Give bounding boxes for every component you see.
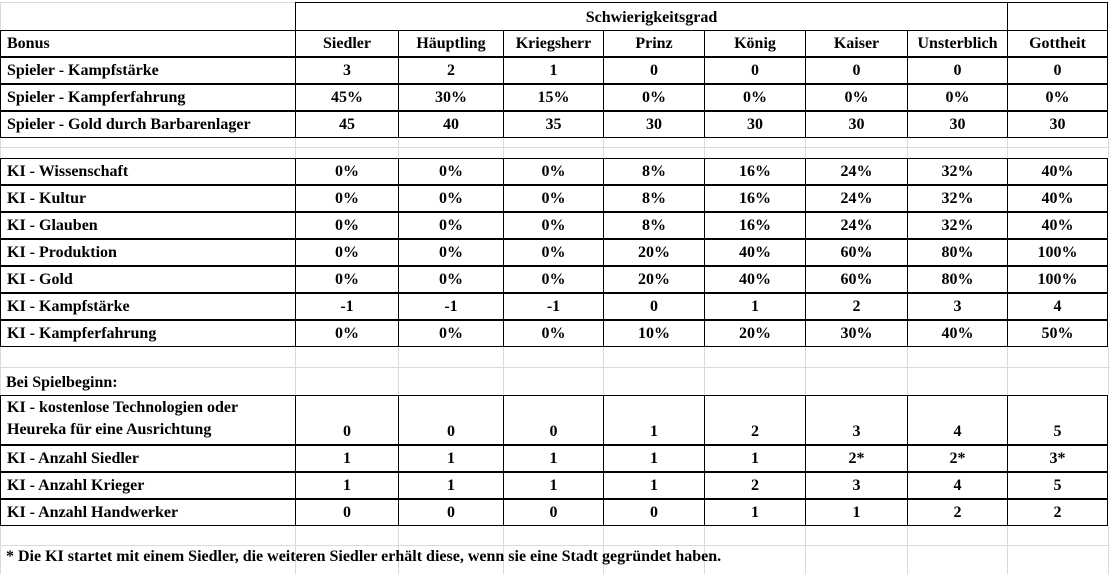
ai-row xyxy=(0,239,1110,266)
player-row xyxy=(0,84,1110,111)
value-cell: -1 xyxy=(503,293,603,320)
level-header: Kriegsherr xyxy=(503,30,603,57)
value-cell: 2* xyxy=(805,445,907,472)
value-cell: 20% xyxy=(704,320,805,347)
row-label: KI - Kampferfahrung xyxy=(0,320,295,347)
value-cell: 0 xyxy=(603,499,704,526)
value-cell: 0% xyxy=(398,185,503,212)
value-cell: 0% xyxy=(295,239,398,266)
level-header: König xyxy=(704,30,805,57)
value-cell: 2 xyxy=(398,57,503,84)
value-cell: 4 xyxy=(907,395,1007,445)
value-cell: 4 xyxy=(907,472,1007,499)
value-cell: 80% xyxy=(907,266,1007,293)
value-cell: 0 xyxy=(1007,57,1108,84)
level-header: Prinz xyxy=(603,30,704,57)
value-cell: 1 xyxy=(603,472,704,499)
ai-row xyxy=(0,293,1110,320)
row-label: KI - Glauben xyxy=(0,212,295,239)
value-cell: 0% xyxy=(603,84,704,111)
start-row xyxy=(0,472,1110,499)
row-label: Spieler - Kampferfahrung xyxy=(0,84,295,111)
value-cell: 0% xyxy=(295,212,398,239)
value-cell: 1 xyxy=(603,445,704,472)
value-cell: 8% xyxy=(603,185,704,212)
level-header: Häuptling xyxy=(398,30,503,57)
blank-cell xyxy=(0,2,295,30)
value-cell: 0% xyxy=(295,320,398,347)
section-title-row xyxy=(0,367,1110,395)
value-cell: 30 xyxy=(603,111,704,138)
value-cell: 0 xyxy=(398,395,503,445)
value-cell: 40 xyxy=(398,111,503,138)
value-cell: 0 xyxy=(907,57,1007,84)
header-level-row xyxy=(0,30,1110,57)
value-cell: 30 xyxy=(1007,111,1108,138)
start-row xyxy=(0,395,1110,445)
value-cell: 40% xyxy=(704,239,805,266)
row-label: KI - Gold xyxy=(0,266,295,293)
value-cell: 16% xyxy=(704,185,805,212)
value-cell: 0% xyxy=(907,84,1007,111)
value-cell: 2 xyxy=(805,293,907,320)
value-cell: 0% xyxy=(398,266,503,293)
value-cell: 3 xyxy=(805,395,907,445)
value-cell: 1 xyxy=(805,499,907,526)
value-cell: 1 xyxy=(398,445,503,472)
blank-cell xyxy=(1007,2,1108,30)
value-cell: 0% xyxy=(1007,84,1108,111)
level-header: Unsterblich xyxy=(907,30,1007,57)
row-label: KI - Kampfstärke xyxy=(0,293,295,320)
value-cell: 24% xyxy=(805,158,907,185)
value-cell: 1 xyxy=(295,472,398,499)
value-cell: 50% xyxy=(1007,320,1108,347)
spacer-row xyxy=(0,138,1110,158)
value-cell: 1 xyxy=(503,445,603,472)
value-cell: 1 xyxy=(503,57,603,84)
value-cell: 1 xyxy=(704,499,805,526)
row-label: KI - Produktion xyxy=(0,239,295,266)
value-cell: 20% xyxy=(603,266,704,293)
value-cell: 40% xyxy=(1007,212,1108,239)
row-label: Spieler - Kampfstärke xyxy=(0,57,295,84)
value-cell: 16% xyxy=(704,212,805,239)
ai-row xyxy=(0,266,1110,293)
spacer-row xyxy=(0,347,1110,367)
value-cell: 80% xyxy=(907,239,1007,266)
value-cell: 0 xyxy=(603,57,704,84)
value-cell: 0 xyxy=(503,395,603,445)
value-cell: 15% xyxy=(503,84,603,111)
value-cell: 0 xyxy=(704,57,805,84)
value-cell: 10% xyxy=(603,320,704,347)
value-cell: 2 xyxy=(907,499,1007,526)
section-title: Bei Spielbeginn: xyxy=(6,374,118,391)
value-cell: 30% xyxy=(398,84,503,111)
value-cell: 0% xyxy=(398,212,503,239)
value-cell: 32% xyxy=(907,185,1007,212)
value-cell: 30% xyxy=(805,320,907,347)
value-cell: 24% xyxy=(805,185,907,212)
group-title: Schwierigkeitsgrad xyxy=(295,2,1007,30)
value-cell: 30 xyxy=(704,111,805,138)
value-cell: 3 xyxy=(907,293,1007,320)
ai-row xyxy=(0,320,1110,347)
value-cell: 30 xyxy=(805,111,907,138)
value-cell: 30 xyxy=(907,111,1007,138)
value-cell: 0 xyxy=(503,499,603,526)
row-label: KI - Anzahl Siedler xyxy=(0,445,295,472)
row-label: KI - Wissenschaft xyxy=(0,158,295,185)
level-header: Siedler xyxy=(295,30,398,57)
header-group-row xyxy=(0,2,1110,30)
row-label: KI - Anzahl Krieger xyxy=(0,472,295,499)
value-cell: 8% xyxy=(603,212,704,239)
value-cell: 40% xyxy=(1007,185,1108,212)
value-cell: 0% xyxy=(398,158,503,185)
ai-row xyxy=(0,158,1110,185)
value-cell: 0% xyxy=(503,320,603,347)
value-cell: 0 xyxy=(805,57,907,84)
value-cell: 3* xyxy=(1007,445,1108,472)
value-cell: -1 xyxy=(295,293,398,320)
value-cell: 3 xyxy=(805,472,907,499)
value-cell: 1 xyxy=(704,293,805,320)
value-cell: 0% xyxy=(503,158,603,185)
value-cell: 0% xyxy=(503,212,603,239)
value-cell: 2 xyxy=(1007,499,1108,526)
value-cell: 35 xyxy=(503,111,603,138)
value-cell: 32% xyxy=(907,158,1007,185)
value-cell: 60% xyxy=(805,239,907,266)
value-cell: 0% xyxy=(503,185,603,212)
row-label: KI - Kultur xyxy=(0,185,295,212)
value-cell: 0 xyxy=(295,395,398,445)
start-row xyxy=(0,499,1110,526)
value-cell: 1 xyxy=(503,472,603,499)
player-row xyxy=(0,57,1110,84)
value-cell: 0 xyxy=(295,499,398,526)
value-cell: 0% xyxy=(398,239,503,266)
value-cell: 8% xyxy=(603,158,704,185)
value-cell: 2 xyxy=(704,472,805,499)
value-cell: 2 xyxy=(704,395,805,445)
value-cell: 0% xyxy=(704,84,805,111)
value-cell: 100% xyxy=(1007,239,1108,266)
value-cell: 20% xyxy=(603,239,704,266)
value-cell: -1 xyxy=(398,293,503,320)
value-cell: 45% xyxy=(295,84,398,111)
bonus-label: Bonus xyxy=(0,30,295,57)
value-cell: 3 xyxy=(295,57,398,84)
value-cell: 40% xyxy=(907,320,1007,347)
player-row xyxy=(0,111,1110,138)
value-cell: 45 xyxy=(295,111,398,138)
value-cell: 0% xyxy=(398,320,503,347)
start-row xyxy=(0,445,1110,472)
value-cell: 0% xyxy=(295,158,398,185)
value-cell: 1 xyxy=(704,445,805,472)
value-cell: 0% xyxy=(503,266,603,293)
value-cell: 2* xyxy=(907,445,1007,472)
value-cell: 40% xyxy=(1007,158,1108,185)
ai-row xyxy=(0,185,1110,212)
value-cell: 4 xyxy=(1007,293,1108,320)
footnote: * Die KI startet mit einem Siedler, die weiteren Siedler erhält diese, wenn sie eine Stadt gegründet haben. xyxy=(6,548,722,565)
ai-row xyxy=(0,212,1110,239)
value-cell: 40% xyxy=(704,266,805,293)
value-cell: 1 xyxy=(398,472,503,499)
value-cell: 0 xyxy=(398,499,503,526)
value-cell: 0% xyxy=(295,266,398,293)
value-cell: 1 xyxy=(603,395,704,445)
value-cell: 24% xyxy=(805,212,907,239)
level-header: Kaiser xyxy=(805,30,907,57)
row-label: KI - kostenlose Technologien oder Heureka für eine Ausrichtung xyxy=(0,395,295,445)
value-cell: 0% xyxy=(295,185,398,212)
value-cell: 100% xyxy=(1007,266,1108,293)
value-cell: 0% xyxy=(805,84,907,111)
value-cell: 5 xyxy=(1007,472,1108,499)
value-cell: 60% xyxy=(805,266,907,293)
row-label: Spieler - Gold durch Barbarenlager xyxy=(0,111,295,138)
value-cell: 0% xyxy=(503,239,603,266)
value-cell: 32% xyxy=(907,212,1007,239)
level-header: Gottheit xyxy=(1007,30,1108,57)
value-cell: 1 xyxy=(295,445,398,472)
value-cell: 0 xyxy=(603,293,704,320)
row-label: KI - Anzahl Handwerker xyxy=(0,499,295,526)
value-cell: 5 xyxy=(1007,395,1108,445)
value-cell: 16% xyxy=(704,158,805,185)
